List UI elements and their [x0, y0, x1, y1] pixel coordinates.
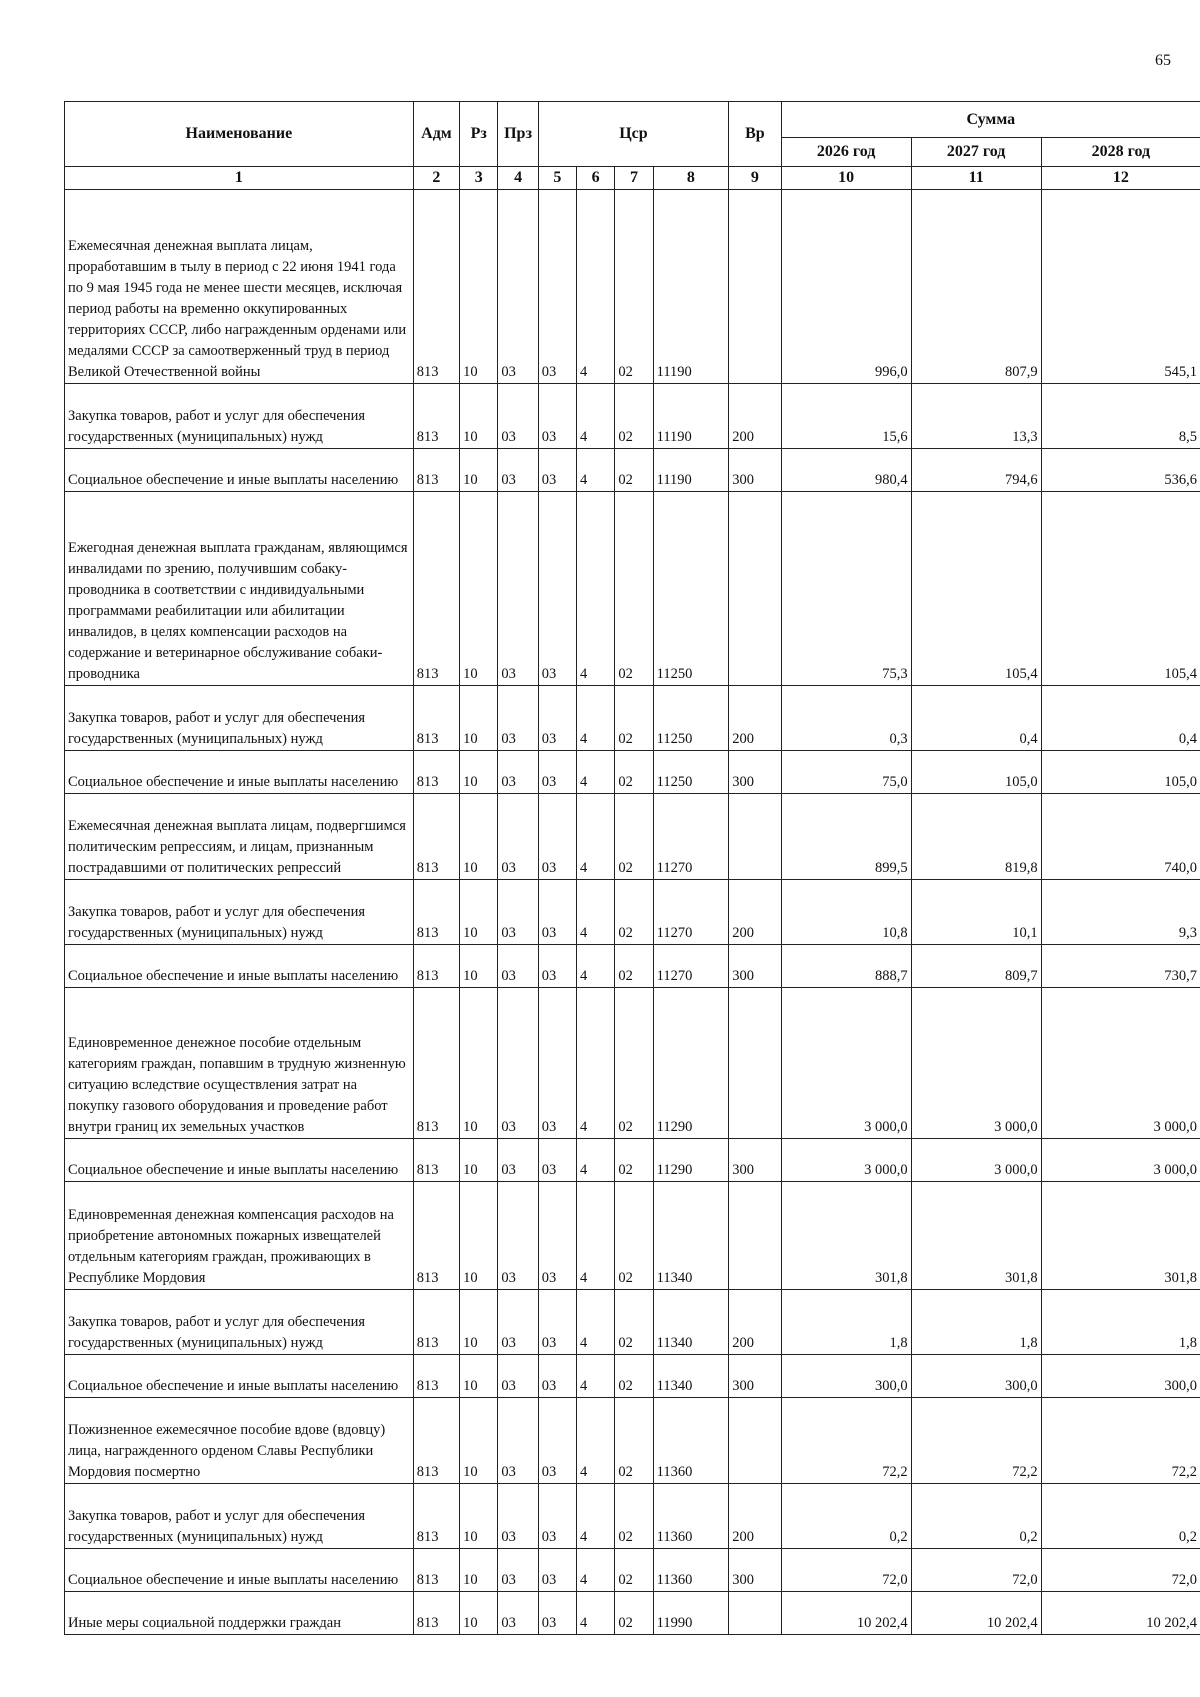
prz-code: 03 — [498, 1355, 538, 1398]
csr-part-6: 4 — [577, 880, 615, 945]
csr-part-8: 11250 — [653, 686, 729, 751]
col-number: 12 — [1041, 167, 1200, 190]
amount-2027: 807,9 — [911, 190, 1041, 384]
row-name: Единовременное денежное пособие отдельным категориям граждан, попавшим в трудную жизненную ситуацию вследствие осуществления затрат на покупку газового оборудования и проведение работ внутри границ их земельных участков — [65, 988, 414, 1139]
budget-table — [64, 101, 1200, 1635]
table-row — [65, 384, 1200, 449]
amount-2028: 8,5 — [1041, 384, 1200, 449]
rz-code: 10 — [460, 751, 498, 794]
csr-part-5: 03 — [538, 190, 576, 384]
table-row — [65, 1484, 1200, 1549]
amount-2026: 996,0 — [781, 190, 911, 384]
amount-2027: 1,8 — [911, 1290, 1041, 1355]
amount-2027: 72,0 — [911, 1549, 1041, 1592]
csr-part-6: 4 — [577, 1139, 615, 1182]
header-year-2028: 2028 год — [1041, 138, 1200, 167]
csr-part-5: 03 — [538, 1549, 576, 1592]
row-name: Социальное обеспечение и иные выплаты населению — [65, 1549, 414, 1592]
table-row — [65, 794, 1200, 880]
csr-part-7: 02 — [615, 945, 653, 988]
csr-part-8: 11360 — [653, 1549, 729, 1592]
row-name: Закупка товаров, работ и услуг для обеспечения государственных (муниципальных) нужд — [65, 384, 414, 449]
prz-code: 03 — [498, 1398, 538, 1484]
amount-2026: 980,4 — [781, 449, 911, 492]
amount-2026: 75,3 — [781, 492, 911, 686]
amount-2027: 105,4 — [911, 492, 1041, 686]
amount-2028: 300,0 — [1041, 1355, 1200, 1398]
adm-code: 813 — [413, 492, 459, 686]
row-name: Социальное обеспечение и иные выплаты населению — [65, 945, 414, 988]
csr-part-8: 11990 — [653, 1592, 729, 1635]
csr-part-6: 4 — [577, 492, 615, 686]
row-name: Ежемесячная денежная выплата лицам, подвергшимся политическим репрессиям, и лицам, признанным пострадавшими от политических репрессий — [65, 794, 414, 880]
column-numbers-row — [65, 167, 1200, 190]
row-name: Социальное обеспечение и иные выплаты населению — [65, 449, 414, 492]
rz-code: 10 — [460, 384, 498, 449]
row-name: Пожизненное ежемесячное пособие вдове (вдовцу) лица, награжденного орденом Славы Республики Мордовия посмертно — [65, 1398, 414, 1484]
csr-part-6: 4 — [577, 751, 615, 794]
csr-part-5: 03 — [538, 1139, 576, 1182]
csr-part-7: 02 — [615, 988, 653, 1139]
amount-2028: 536,6 — [1041, 449, 1200, 492]
amount-2028: 0,4 — [1041, 686, 1200, 751]
adm-code: 813 — [413, 880, 459, 945]
rz-code: 10 — [460, 1398, 498, 1484]
row-name: Социальное обеспечение и иные выплаты населению — [65, 1355, 414, 1398]
col-number: 7 — [615, 167, 653, 190]
vr-code — [729, 1592, 781, 1635]
rz-code: 10 — [460, 1484, 498, 1549]
header-csr: Цср — [538, 102, 729, 167]
csr-part-5: 03 — [538, 1355, 576, 1398]
amount-2027: 105,0 — [911, 751, 1041, 794]
amount-2028: 10 202,4 — [1041, 1592, 1200, 1635]
amount-2026: 1,8 — [781, 1290, 911, 1355]
csr-part-7: 02 — [615, 1182, 653, 1290]
row-name: Социальное обеспечение и иные выплаты населению — [65, 751, 414, 794]
csr-part-5: 03 — [538, 751, 576, 794]
header-name: Наименование — [65, 102, 414, 167]
csr-part-8: 11250 — [653, 751, 729, 794]
amount-2026: 72,2 — [781, 1398, 911, 1484]
prz-code: 03 — [498, 190, 538, 384]
csr-part-7: 02 — [615, 686, 653, 751]
adm-code: 813 — [413, 1355, 459, 1398]
amount-2027: 10 202,4 — [911, 1592, 1041, 1635]
amount-2027: 301,8 — [911, 1182, 1041, 1290]
adm-code: 813 — [413, 384, 459, 449]
amount-2027: 3 000,0 — [911, 1139, 1041, 1182]
csr-part-5: 03 — [538, 1398, 576, 1484]
table-row — [65, 449, 1200, 492]
csr-part-6: 4 — [577, 686, 615, 751]
table-row — [65, 492, 1200, 686]
csr-part-7: 02 — [615, 190, 653, 384]
csr-part-8: 11340 — [653, 1355, 729, 1398]
amount-2027: 0,4 — [911, 686, 1041, 751]
csr-part-8: 11270 — [653, 880, 729, 945]
amount-2026: 3 000,0 — [781, 988, 911, 1139]
amount-2026: 301,8 — [781, 1182, 911, 1290]
vr-code: 300 — [729, 751, 781, 794]
col-number: 4 — [498, 167, 538, 190]
csr-part-6: 4 — [577, 794, 615, 880]
csr-part-6: 4 — [577, 988, 615, 1139]
amount-2026: 300,0 — [781, 1355, 911, 1398]
amount-2026: 10,8 — [781, 880, 911, 945]
csr-part-7: 02 — [615, 880, 653, 945]
amount-2028: 730,7 — [1041, 945, 1200, 988]
col-number: 5 — [538, 167, 576, 190]
amount-2026: 72,0 — [781, 1549, 911, 1592]
table-row — [65, 190, 1200, 384]
csr-part-7: 02 — [615, 449, 653, 492]
amount-2028: 105,0 — [1041, 751, 1200, 794]
prz-code: 03 — [498, 794, 538, 880]
rz-code: 10 — [460, 1139, 498, 1182]
adm-code: 813 — [413, 1549, 459, 1592]
prz-code: 03 — [498, 492, 538, 686]
col-number: 1 — [65, 167, 414, 190]
csr-part-8: 11340 — [653, 1182, 729, 1290]
csr-part-5: 03 — [538, 988, 576, 1139]
csr-part-6: 4 — [577, 1355, 615, 1398]
rz-code: 10 — [460, 1549, 498, 1592]
amount-2026: 3 000,0 — [781, 1139, 911, 1182]
prz-code: 03 — [498, 751, 538, 794]
csr-part-5: 03 — [538, 945, 576, 988]
amount-2027: 819,8 — [911, 794, 1041, 880]
vr-code: 300 — [729, 449, 781, 492]
table-row — [65, 945, 1200, 988]
amount-2027: 72,2 — [911, 1398, 1041, 1484]
amount-2027: 300,0 — [911, 1355, 1041, 1398]
csr-part-8: 11290 — [653, 1139, 729, 1182]
row-name: Ежегодная денежная выплата гражданам, являющимся инвалидами по зрению, получившим собаку-проводника в соответствии с индивидуальными программами реабилитации или абилитации инвалидов, в целях компенсации расходов на содержание и ветеринарное обслуживание собаки-проводника — [65, 492, 414, 686]
amount-2027: 809,7 — [911, 945, 1041, 988]
header-adm: Адм — [413, 102, 459, 167]
csr-part-8: 11190 — [653, 384, 729, 449]
prz-code: 03 — [498, 880, 538, 945]
col-number: 2 — [413, 167, 459, 190]
amount-2026: 15,6 — [781, 384, 911, 449]
col-number: 11 — [911, 167, 1041, 190]
amount-2028: 740,0 — [1041, 794, 1200, 880]
prz-code: 03 — [498, 1139, 538, 1182]
amount-2027: 0,2 — [911, 1484, 1041, 1549]
page-number: 65 — [1155, 52, 1171, 69]
col-number: 6 — [577, 167, 615, 190]
csr-part-6: 4 — [577, 190, 615, 384]
adm-code: 813 — [413, 751, 459, 794]
csr-part-7: 02 — [615, 794, 653, 880]
vr-code: 200 — [729, 384, 781, 449]
vr-code: 300 — [729, 1139, 781, 1182]
table-body — [65, 190, 1200, 1635]
adm-code: 813 — [413, 945, 459, 988]
amount-2028: 72,0 — [1041, 1549, 1200, 1592]
amount-2027: 10,1 — [911, 880, 1041, 945]
amount-2028: 545,1 — [1041, 190, 1200, 384]
csr-part-6: 4 — [577, 384, 615, 449]
amount-2026: 0,2 — [781, 1484, 911, 1549]
col-number: 8 — [653, 167, 729, 190]
csr-part-8: 11190 — [653, 190, 729, 384]
csr-part-6: 4 — [577, 1290, 615, 1355]
csr-part-8: 11360 — [653, 1398, 729, 1484]
rz-code: 10 — [460, 880, 498, 945]
row-name: Единовременная денежная компенсация расходов на приобретение автономных пожарных извещателей отдельным категориям граждан, проживающих в Республике Мордовия — [65, 1182, 414, 1290]
rz-code: 10 — [460, 1355, 498, 1398]
vr-code — [729, 190, 781, 384]
prz-code: 03 — [498, 449, 538, 492]
csr-part-6: 4 — [577, 1484, 615, 1549]
amount-2026: 75,0 — [781, 751, 911, 794]
table-row — [65, 686, 1200, 751]
header-rz: Рз — [460, 102, 498, 167]
row-name: Ежемесячная денежная выплата лицам, проработавшим в тылу в период с 22 июня 1941 года по 9 мая 1945 года не менее шести месяцев, исключая период работы на временно оккупированных территориях СССР, либо награжденным орденами или медалями СССР за самоотверженный труд в период Великой Отечественной войны — [65, 190, 414, 384]
csr-part-8: 11190 — [653, 449, 729, 492]
csr-part-5: 03 — [538, 449, 576, 492]
prz-code: 03 — [498, 686, 538, 751]
amount-2028: 72,2 — [1041, 1398, 1200, 1484]
csr-part-7: 02 — [615, 1355, 653, 1398]
adm-code: 813 — [413, 1182, 459, 1290]
vr-code: 300 — [729, 945, 781, 988]
vr-code — [729, 492, 781, 686]
amount-2026: 888,7 — [781, 945, 911, 988]
csr-part-5: 03 — [538, 492, 576, 686]
adm-code: 813 — [413, 449, 459, 492]
csr-part-5: 03 — [538, 1182, 576, 1290]
prz-code: 03 — [498, 1549, 538, 1592]
csr-part-7: 02 — [615, 1290, 653, 1355]
table-row — [65, 1592, 1200, 1635]
row-name: Закупка товаров, работ и услуг для обеспечения государственных (муниципальных) нужд — [65, 686, 414, 751]
prz-code: 03 — [498, 945, 538, 988]
adm-code: 813 — [413, 988, 459, 1139]
adm-code: 813 — [413, 1398, 459, 1484]
table-row — [65, 751, 1200, 794]
csr-part-7: 02 — [615, 1484, 653, 1549]
header-year-2027: 2027 год — [911, 138, 1041, 167]
csr-part-6: 4 — [577, 1592, 615, 1635]
prz-code: 03 — [498, 1290, 538, 1355]
csr-part-8: 11270 — [653, 794, 729, 880]
amount-2028: 301,8 — [1041, 1182, 1200, 1290]
rz-code: 10 — [460, 1182, 498, 1290]
vr-code: 200 — [729, 686, 781, 751]
csr-part-5: 03 — [538, 686, 576, 751]
amount-2028: 9,3 — [1041, 880, 1200, 945]
adm-code: 813 — [413, 1290, 459, 1355]
csr-part-8: 11250 — [653, 492, 729, 686]
csr-part-7: 02 — [615, 1398, 653, 1484]
csr-part-5: 03 — [538, 794, 576, 880]
vr-code: 200 — [729, 880, 781, 945]
vr-code — [729, 1398, 781, 1484]
rz-code: 10 — [460, 190, 498, 384]
csr-part-7: 02 — [615, 1549, 653, 1592]
csr-part-5: 03 — [538, 1484, 576, 1549]
header-sum: Сумма — [781, 102, 1200, 138]
csr-part-8: 11360 — [653, 1484, 729, 1549]
header-vr: Вр — [729, 102, 781, 167]
amount-2026: 0,3 — [781, 686, 911, 751]
row-name: Закупка товаров, работ и услуг для обеспечения государственных (муниципальных) нужд — [65, 1290, 414, 1355]
prz-code: 03 — [498, 988, 538, 1139]
vr-code — [729, 794, 781, 880]
rz-code: 10 — [460, 794, 498, 880]
rz-code: 10 — [460, 988, 498, 1139]
csr-part-7: 02 — [615, 1592, 653, 1635]
prz-code: 03 — [498, 1182, 538, 1290]
prz-code: 03 — [498, 384, 538, 449]
vr-code: 300 — [729, 1549, 781, 1592]
vr-code: 300 — [729, 1355, 781, 1398]
csr-part-6: 4 — [577, 1182, 615, 1290]
rz-code: 10 — [460, 945, 498, 988]
adm-code: 813 — [413, 1592, 459, 1635]
table-row — [65, 1139, 1200, 1182]
adm-code: 813 — [413, 686, 459, 751]
table-row — [65, 988, 1200, 1139]
vr-code — [729, 1182, 781, 1290]
table-row — [65, 880, 1200, 945]
amount-2027: 13,3 — [911, 384, 1041, 449]
vr-code: 200 — [729, 1290, 781, 1355]
table-row — [65, 1355, 1200, 1398]
vr-code: 200 — [729, 1484, 781, 1549]
table-row — [65, 1398, 1200, 1484]
adm-code: 813 — [413, 190, 459, 384]
amount-2028: 0,2 — [1041, 1484, 1200, 1549]
csr-part-6: 4 — [577, 945, 615, 988]
amount-2028: 3 000,0 — [1041, 988, 1200, 1139]
rz-code: 10 — [460, 686, 498, 751]
csr-part-6: 4 — [577, 1549, 615, 1592]
row-name: Иные меры социальной поддержки граждан — [65, 1592, 414, 1635]
col-number: 9 — [729, 167, 781, 190]
amount-2026: 10 202,4 — [781, 1592, 911, 1635]
rz-code: 10 — [460, 1592, 498, 1635]
amount-2028: 3 000,0 — [1041, 1139, 1200, 1182]
amount-2028: 1,8 — [1041, 1290, 1200, 1355]
csr-part-8: 11290 — [653, 988, 729, 1139]
prz-code: 03 — [498, 1592, 538, 1635]
col-number: 3 — [460, 167, 498, 190]
col-number: 10 — [781, 167, 911, 190]
csr-part-7: 02 — [615, 1139, 653, 1182]
header-prz: Прз — [498, 102, 538, 167]
adm-code: 813 — [413, 1139, 459, 1182]
csr-part-5: 03 — [538, 1592, 576, 1635]
csr-part-7: 02 — [615, 492, 653, 686]
csr-part-5: 03 — [538, 384, 576, 449]
csr-part-6: 4 — [577, 1398, 615, 1484]
csr-part-7: 02 — [615, 384, 653, 449]
csr-part-5: 03 — [538, 1290, 576, 1355]
table-row — [65, 1290, 1200, 1355]
amount-2028: 105,4 — [1041, 492, 1200, 686]
rz-code: 10 — [460, 492, 498, 686]
rz-code: 10 — [460, 449, 498, 492]
prz-code: 03 — [498, 1484, 538, 1549]
csr-part-8: 11340 — [653, 1290, 729, 1355]
amount-2026: 899,5 — [781, 794, 911, 880]
adm-code: 813 — [413, 1484, 459, 1549]
vr-code — [729, 988, 781, 1139]
row-name: Закупка товаров, работ и услуг для обеспечения государственных (муниципальных) нужд — [65, 1484, 414, 1549]
amount-2027: 3 000,0 — [911, 988, 1041, 1139]
header-year-2026: 2026 год — [781, 138, 911, 167]
table-row — [65, 1549, 1200, 1592]
amount-2027: 794,6 — [911, 449, 1041, 492]
csr-part-7: 02 — [615, 751, 653, 794]
rz-code: 10 — [460, 1290, 498, 1355]
row-name: Социальное обеспечение и иные выплаты населению — [65, 1139, 414, 1182]
adm-code: 813 — [413, 794, 459, 880]
table-row — [65, 1182, 1200, 1290]
row-name: Закупка товаров, работ и услуг для обеспечения государственных (муниципальных) нужд — [65, 880, 414, 945]
csr-part-8: 11270 — [653, 945, 729, 988]
csr-part-6: 4 — [577, 449, 615, 492]
csr-part-5: 03 — [538, 880, 576, 945]
